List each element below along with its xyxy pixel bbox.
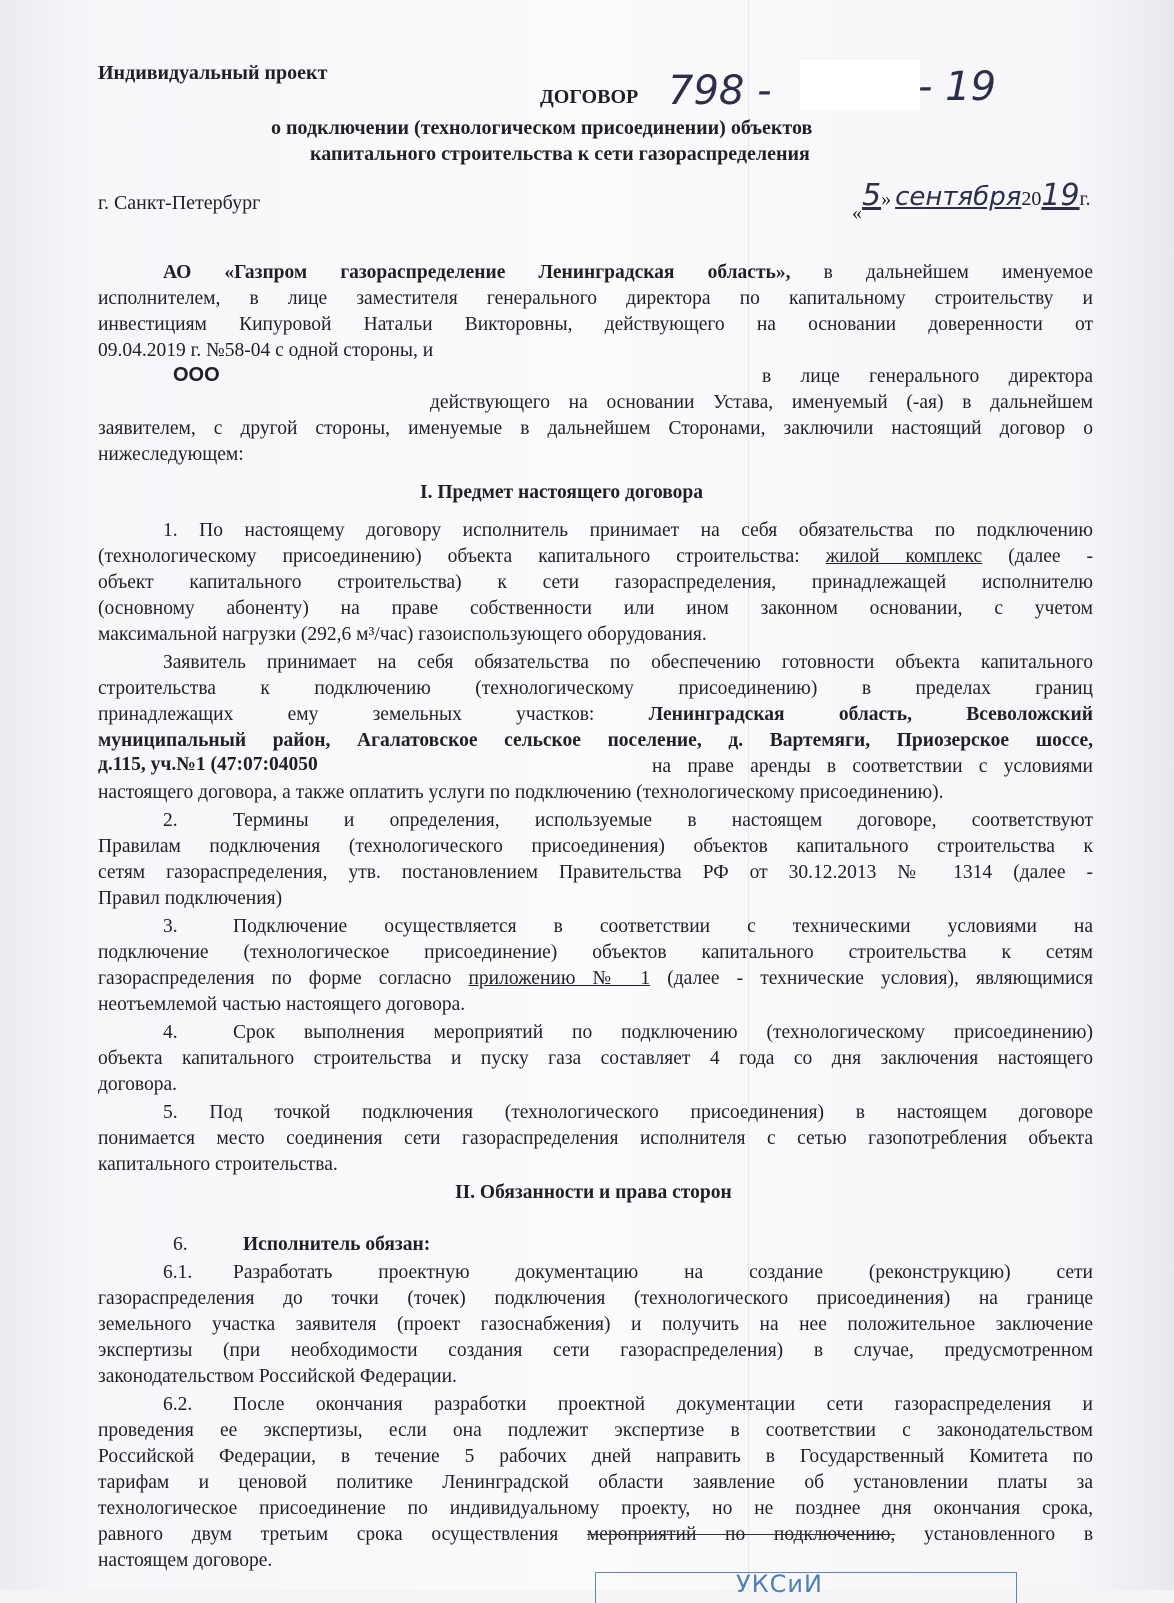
parties-line-5: в лице генерального директора — [762, 366, 1093, 387]
applicant-org-type: ООО — [173, 364, 220, 386]
item-6-2-line3: Российской Федерации, в течение 5 рабочих дней направить в Государственный Комитета по — [98, 1446, 1093, 1467]
appendix-1-link: приложению № 1 — [468, 968, 651, 989]
s1-p1-line3: объект капитального строительства) к сети газораспределения, принадлежащей исполнителю — [98, 572, 1093, 593]
item-6-1-line1: 6.1. Разработать проектную документацию на создание (реконструкцию) сети — [163, 1262, 1093, 1283]
s1-p6-line2: понимается место соединения сети газораспределения исполнителя с сетью газопотребления объекта — [98, 1128, 1093, 1149]
object-type: жилой комплекс — [825, 546, 983, 567]
s1-p2-line2: строительства к подключению (технологическому присоединению) в пределах границ — [98, 678, 1093, 699]
item-6-2-line1: 6.2. После окончания разработки проектной документации сети газораспределения и — [163, 1394, 1093, 1415]
date-year-end: г. — [1079, 188, 1091, 210]
s1-p5-line1: 4. Срок выполнения мероприятий по подключению (технологическому присоединению) — [163, 1022, 1093, 1043]
item-6-1-line4: экспертизы (при необходимости создания сети газораспределения) в случае, предусмотренном — [98, 1340, 1093, 1361]
item-6-1-line3: земельного участка заявителя (проект газоснабжения) и получить на нее положительное заключение — [98, 1314, 1093, 1335]
parties-line-7: заявителем, с другой стороны, именуемые в дальнейшем Сторонами, заключили настоящий договор о — [98, 418, 1093, 439]
s1-p6-line3: капитального строительства. — [98, 1154, 338, 1175]
s1-p1-line1: 1. По настоящему договору исполнитель принимает на себя обязательства по подключению — [163, 520, 1093, 541]
cadastral-number: д.115, уч.№1 (47:07:04050 — [98, 754, 318, 775]
date-year-prefix: 20 — [1021, 188, 1042, 210]
item-6-2-line5: технологическое присоединение по индивидуальному проекту, но не позднее дня окончания срока, — [98, 1498, 1093, 1519]
date-month-handwritten: сентября — [895, 182, 1022, 212]
item-6-2-line7: настоящем договоре. — [98, 1550, 273, 1571]
parties-line-2: исполнителем, в лице заместителя генерального директора по капитальному строительству и — [98, 288, 1093, 309]
s1-p3-line2: Правилам подключения (технологического присоединения) объектов капитального строительства к — [98, 836, 1093, 857]
parties-line-6: действующего на основании Устава, именуемый (-ая) в дальнейшем — [430, 392, 1093, 413]
s1-p2-line4: муниципальный район, Агалатовское сельское поселение, д. Вартемяги, Приозерское шоссе, — [98, 730, 1093, 751]
s1-p4-line2: подключение (технологическое присоединение) объектов капитального строительства к сетям — [98, 942, 1093, 963]
item-6-2-line6: равного двум третьим срока осуществления мероприятий по подключению, установленного в — [98, 1524, 1094, 1545]
date-year-handwritten: 19 — [1041, 178, 1080, 213]
section-1-heading: I. Предмет настоящего договора — [420, 482, 703, 503]
project-type-label: Индивидуальный проект — [98, 62, 328, 84]
item-6-2-line4: тарифам и ценовой политике Ленинградской области заявление об установлении платы за — [98, 1472, 1093, 1493]
parties-line-1: АО «Газпром газораспределение Ленинградская область», в дальнейшем именуемое — [163, 262, 1094, 283]
department-stamp — [595, 1572, 1017, 1603]
s1-p1-line4: (основному абоненту) на праве собственности или ином законном основании, с учетом — [98, 598, 1093, 619]
date-close-quote: » — [881, 188, 892, 210]
s1-p4-line3: газораспределения по форме согласно приложению № 1 (далее - технические условия), являющимися — [98, 968, 1094, 989]
s1-p2-line1: Заявитель принимает на себя обязательства по обеспечению готовности объекта капитального — [163, 652, 1093, 673]
s1-p4-line4: неотъемлемой частью настоящего договора. — [98, 994, 466, 1015]
s1-p5-line3: договора. — [98, 1074, 178, 1095]
s1-p1-line2: (технологическому присоединению) объекта капитального строительства: жилой комплекс (далее - — [98, 546, 1094, 567]
parties-line-3: инвестициям Кипуровой Натальи Викторовны, действующего на основании доверенности от — [98, 314, 1093, 335]
parties-line-4: 09.04.2019 г. №58-04 с одной стороны, и — [98, 340, 434, 361]
parties-line-8: нижеследующем: — [98, 444, 244, 465]
date-day-handwritten: 5 — [862, 178, 882, 213]
s1-p5-line2: объекта капитального строительства и пуску газа составляет 4 года со дня заключения настоящего — [98, 1048, 1093, 1069]
s1-p2-line6: настоящего договора, а также оплатить услуги по подключению (технологическому присоединению). — [98, 782, 944, 803]
s1-p1-line5: максимальной нагрузки (292,6 м³/час) газоиспользующего оборудования. — [98, 624, 707, 645]
contract-date — [852, 178, 1091, 224]
city-label: г. Санкт-Петербург — [98, 192, 261, 214]
item-6-2-line2: проведения ее экспертизы, если она подлежит экспертизе в соответствии с законодательством — [98, 1420, 1093, 1441]
s1-p3-line1: 2. Термины и определения, используемые в настоящем договоре, соответствуют — [163, 810, 1093, 831]
doc-number-handwritten-prefix: 798 - — [668, 68, 772, 114]
s1-p6-line1: 5. Под точкой подключения (технологического присоединения) в настоящем договоре — [163, 1102, 1093, 1123]
doc-number-handwritten-suffix: - 19 — [918, 64, 997, 110]
redaction-box — [800, 60, 920, 110]
document-subtitle-line1: о подключении (технологическом присоединении) объектов — [271, 117, 813, 139]
land-address-part1: Ленинградская область, Всеволожский — [648, 704, 1093, 725]
item-6-heading: 6. Исполнитель обязан: — [173, 1234, 431, 1255]
s1-p2-line5-rest: на праве аренды в соответствии с условиями — [652, 756, 1093, 777]
item-6-1-line2: газораспределения до точки (точек) подключения (технологического присоединения) на границе — [98, 1288, 1093, 1309]
document-title: ДОГОВОР — [540, 86, 639, 108]
executor-name: АО «Газпром газораспределение Ленинградская область», — [163, 262, 791, 283]
item-6-1-line5: законодательством Российской Федерации. — [98, 1366, 457, 1387]
stamp-text: УКСиИ — [736, 1570, 823, 1598]
s1-p2-line3: принадлежащих ему земельных участков: Ленинградская область, Всеволожский — [98, 704, 1093, 725]
s1-p3-line3: сетям газораспределения, утв. постановлением Правительства РФ от 30.12.2013 № 1314 (далее - — [98, 862, 1093, 883]
section-2-heading: II. Обязанности и права сторон — [455, 1182, 732, 1203]
s1-p4-line1: 3. Подключение осуществляется в соответствии с техническими условиями на — [163, 916, 1093, 937]
struck-through-text: мероприятий по подключению, — [586, 1524, 896, 1545]
date-open-quote: « — [852, 202, 862, 224]
document-subtitle-line2: капитального строительства к сети газораспределения — [310, 143, 810, 165]
s1-p3-line4: Правил подключения) — [98, 888, 283, 909]
